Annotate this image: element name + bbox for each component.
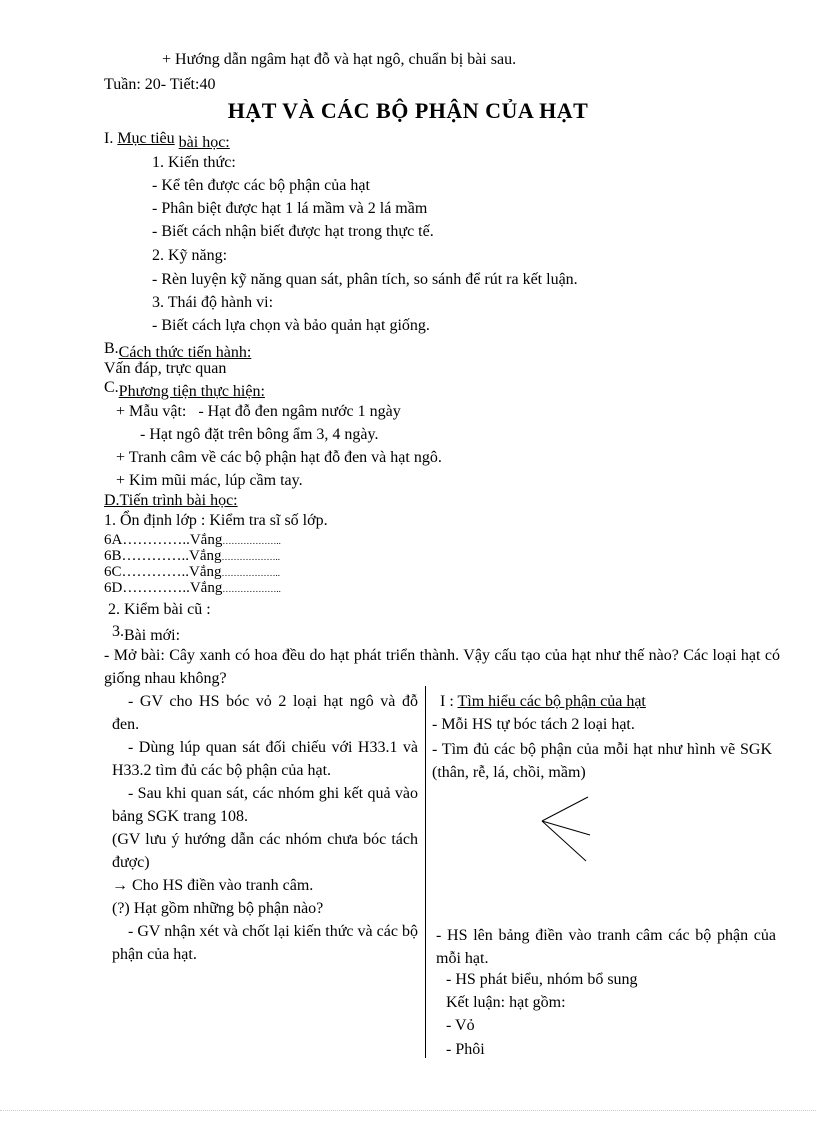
objectives-num: I.	[104, 130, 114, 147]
class-name: 6C…………..	[104, 564, 190, 580]
materials-item: + Kim mũi mác, lúp cầm tay.	[116, 472, 303, 489]
teacher-step	[112, 874, 418, 897]
teacher-step: (GV lưu ý hướng dẫn các nhóm chưa bóc tách được)	[112, 831, 418, 871]
class-row	[104, 532, 281, 549]
column-divider	[425, 686, 426, 1058]
page-bottom-border	[0, 1110, 816, 1111]
class-name: 6A…………..	[104, 532, 190, 548]
attitude-title: 3. Thái độ hành vi:	[152, 294, 274, 311]
method-heading	[104, 339, 252, 361]
objectives-heading-part2: bài học:	[178, 134, 230, 151]
section-heading-text: Tìm hiểu các bộ phận của hạt	[457, 693, 646, 710]
section-heading	[440, 692, 646, 711]
class-row	[104, 564, 280, 581]
step-3-num: 3.	[112, 623, 124, 640]
class-dots: ………………..	[221, 552, 281, 562]
diagram-line	[542, 797, 588, 821]
process-heading: D.Tiến trình bài học:	[104, 492, 238, 509]
class-status: Vắng	[189, 580, 223, 596]
seed-diagram-lines	[538, 795, 594, 863]
step-1: 1. Ổn định lớp : Kiểm tra sĩ số lớp.	[104, 512, 328, 529]
homework-line: + Hướng dẫn ngâm hạt đỗ và hạt ngô, chuẩn bị bài sau.	[162, 51, 517, 68]
attitude-item: - Biết cách lựa chọn và bảo quản hạt giống.	[152, 317, 430, 334]
class-status: Vắng	[189, 548, 222, 564]
class-dots: ………………..	[222, 536, 281, 546]
materials-num: C.	[104, 379, 119, 396]
class-name: 6B…………..	[104, 548, 190, 564]
class-status: Vắng	[189, 532, 223, 548]
step-2: 2. Kiểm bài cũ :	[108, 601, 211, 618]
materials-item: + Tranh câm về các bộ phận hạt đỗ đen và hạt ngô.	[116, 449, 442, 466]
method-num: B.	[104, 340, 119, 357]
arrow-right-icon: →	[112, 877, 128, 894]
materials-item: - Hạt ngô đặt trên bông ẩm 3, 4 ngày.	[140, 426, 379, 443]
lesson-intro: - Mở bài: Cây xanh có hoa đều do hạt phát triển thành. Vậy cấu tạo của hạt như thế nào? Các loại hạt có giống nhau không?	[104, 647, 780, 687]
teacher-step: (?) Hạt gồm những bộ phận nào?	[112, 900, 324, 917]
knowledge-item: - Biết cách nhận biết được hạt trong thực tế.	[152, 223, 434, 240]
teacher-activity	[112, 690, 418, 966]
objectives-heading-part1: Mục tiêu	[117, 130, 175, 147]
objectives-heading	[104, 129, 230, 151]
knowledge-item: - Kể tên được các bộ phận của hạt	[152, 177, 370, 194]
class-name: 6D…………..	[104, 580, 190, 596]
knowledge-item: - Phân biệt được hạt 1 lá mầm và 2 lá mầm	[152, 200, 428, 217]
student-activity: - HS lên bảng điền vào tranh câm các bộ phận của mỗi hạt.	[436, 927, 776, 967]
student-activity: - Tìm đủ các bộ phận của mỗi hạt như hình vẽ SGK (thân, rễ, lá, chồi, mầm)	[432, 741, 772, 781]
knowledge-title: 1. Kiến thức:	[152, 154, 236, 171]
conclusion-label: Kết luận: hạt gồm:	[446, 994, 566, 1011]
class-row	[104, 580, 281, 597]
seed-part: - Phôi	[446, 1041, 485, 1058]
teacher-step: - GV nhận xét và chốt lại kiến thức và các bộ phận của hạt.	[112, 923, 418, 963]
student-activity: - HS phát biểu, nhóm bổ sung	[446, 971, 638, 988]
student-activity: - Mỗi HS tự bóc tách 2 loại hạt.	[432, 716, 635, 733]
method-heading-text: Cách thức tiến hành:	[118, 344, 252, 361]
skills-item: - Rèn luyện kỹ năng quan sát, phân tích, so sánh để rút ra kết luận.	[152, 271, 578, 288]
page-title: HẠT VÀ CÁC BỘ PHẬN CỦA HẠT	[227, 98, 589, 123]
teacher-step: - Sau khi quan sát, các nhóm ghi kết quả vào bảng SGK trang 108.	[112, 785, 418, 825]
method-text: Vấn đáp, trực quan	[104, 360, 227, 377]
teacher-step-text: Cho HS điền vào tranh câm.	[132, 877, 314, 894]
teacher-step: - Dùng lúp quan sát đối chiếu với H33.1 và H33.2 tìm đủ các bộ phận của hạt.	[112, 739, 418, 779]
class-status: Vắng	[189, 564, 222, 580]
week-lesson: Tuần: 20- Tiết:40	[104, 76, 216, 93]
skills-title: 2. Kỹ năng:	[152, 247, 228, 264]
materials-item: + Mẫu vật: - Hạt đỗ đen ngâm nước 1 ngày	[116, 403, 401, 420]
step-3-text: Bài mới:	[124, 627, 181, 644]
materials-heading-text: Phương tiện thực hiện:	[118, 383, 265, 400]
materials-heading	[104, 378, 265, 400]
class-row	[104, 548, 280, 565]
step-3	[112, 622, 181, 644]
class-dots: ………………..	[221, 568, 281, 578]
section-heading-num: I :	[440, 693, 454, 710]
teacher-step: - GV cho HS bóc vỏ 2 loại hạt ngô và đỗ đen.	[112, 693, 418, 733]
seed-part: - Vỏ	[446, 1017, 475, 1034]
class-dots: ………………..	[222, 584, 281, 594]
